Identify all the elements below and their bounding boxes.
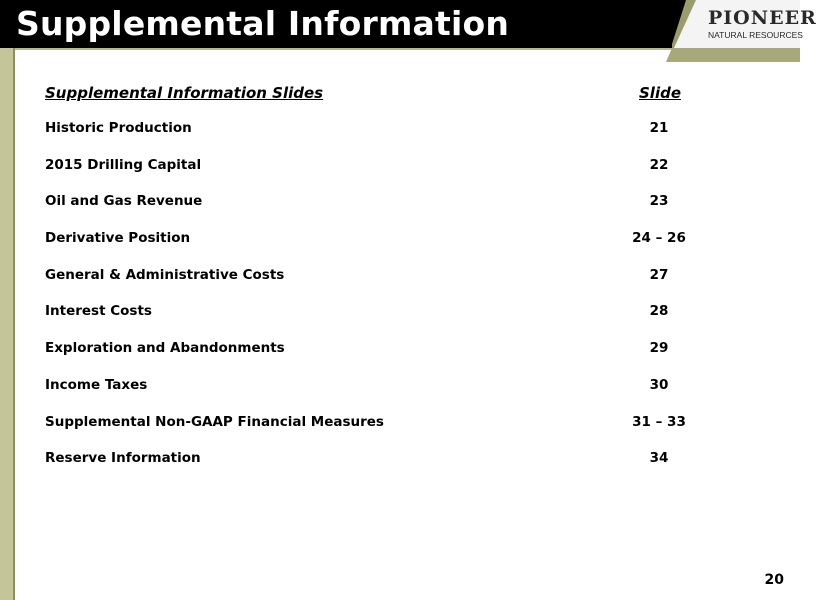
row-label: 2015 Drilling Capital [45, 156, 202, 173]
row-label: Supplemental Non-GAAP Financial Measures [45, 413, 384, 430]
table-row [45, 230, 705, 267]
table-row [45, 120, 705, 157]
table-body [45, 120, 705, 487]
table-row [45, 157, 705, 194]
row-label: Exploration and Abandonments [45, 340, 285, 357]
table-row [45, 377, 705, 414]
row-slide: 22 [649, 156, 669, 173]
row-slide: 34 [649, 450, 669, 467]
accent-bar [0, 48, 800, 62]
row-slide: 24 – 26 [632, 230, 686, 247]
row-slide: 23 [649, 193, 669, 210]
slides-table [45, 84, 705, 467]
row-slide: 31 – 33 [632, 413, 686, 430]
row-slide: 29 [649, 340, 669, 357]
table-row [45, 303, 705, 340]
table-row [45, 414, 705, 451]
page-title: Supplemental Information [16, 4, 510, 43]
row-label: Oil and Gas Revenue [45, 193, 203, 210]
left-accent-bar [0, 48, 15, 600]
row-label: Reserve Information [45, 450, 201, 467]
page-number: 20 [764, 572, 784, 588]
column-header-slide: Slide [639, 84, 681, 102]
logo-name: PIONEER [708, 7, 817, 29]
row-label: Income Taxes [45, 376, 148, 393]
table-row [45, 450, 705, 487]
row-slide: 21 [649, 120, 669, 136]
row-label: Historic Production [45, 120, 192, 136]
row-slide: 27 [649, 266, 669, 283]
table-row [45, 267, 705, 304]
table-header [45, 84, 705, 106]
row-label: Derivative Position [45, 230, 191, 247]
logo-subtitle: NATURAL RESOURCES [708, 30, 803, 40]
row-label: Interest Costs [45, 303, 152, 320]
row-label: General & Administrative Costs [45, 266, 285, 283]
row-slide: 28 [649, 303, 669, 320]
column-header-section: Supplemental Information Slides [45, 84, 324, 102]
row-slide: 30 [649, 376, 669, 393]
table-row [45, 340, 705, 377]
table-row [45, 193, 705, 230]
